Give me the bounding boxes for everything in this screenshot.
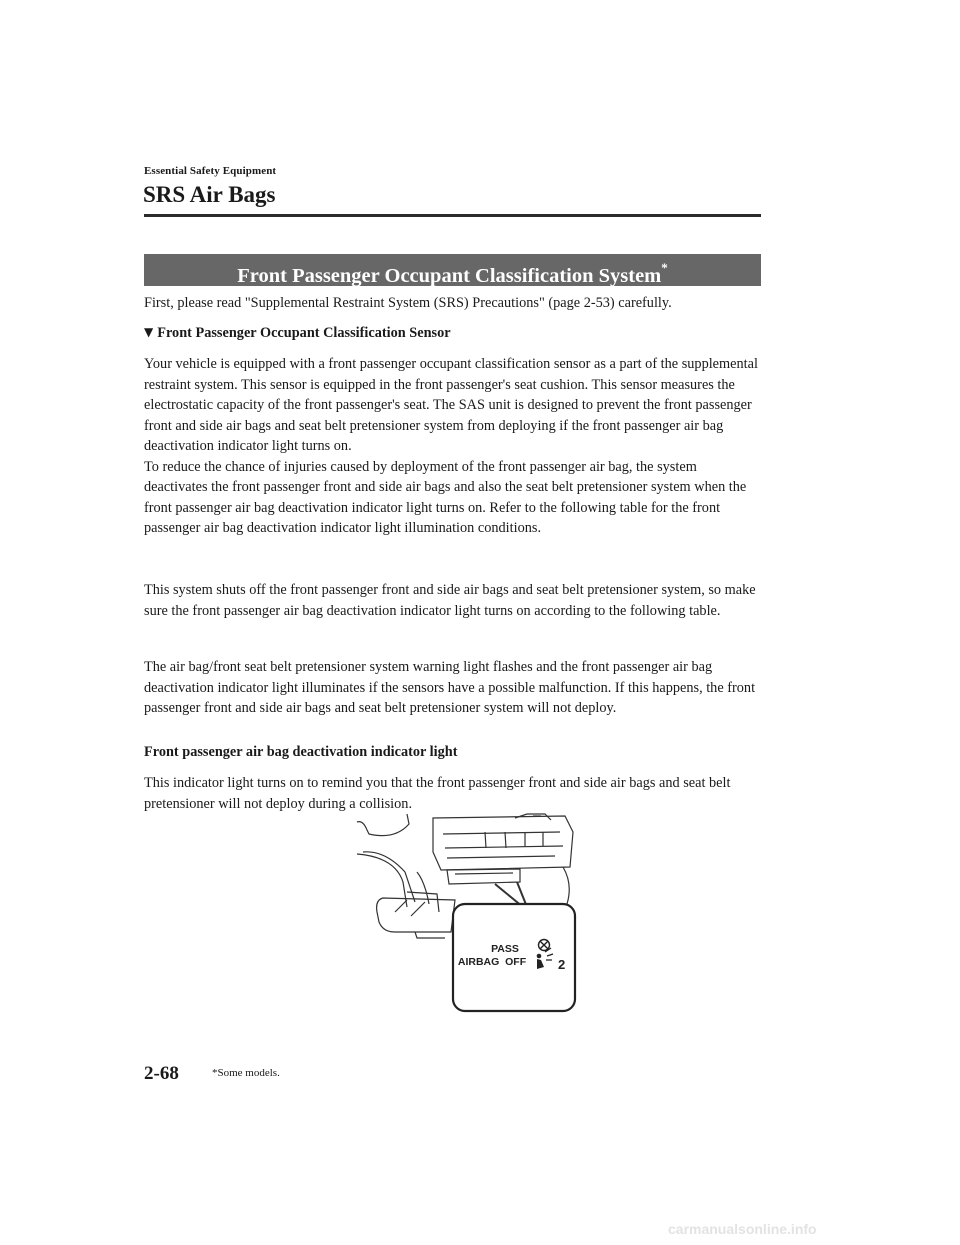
symbol-number: 2 bbox=[558, 957, 566, 972]
paragraph-1: Your vehicle is equipped with a front passenger occupant classification sensor as a part of the supplemental restraint system. This sensor is equipped in the front passenger's seat cushion. This sensor measures the electrostatic capacity of the front passenger's seat. The SAS unit is designed to prevent the front passenger front and side air bags and seat belt pretensioner system from deploying if the front passenger air bag deactivation indicator light turns on. bbox=[144, 356, 758, 454]
airbag-off-label: AIRBAG OFF bbox=[457, 956, 527, 968]
subheading-text: Front Passenger Occupant Classification Sensor bbox=[157, 325, 451, 341]
pass-label: PASS bbox=[491, 943, 519, 955]
indicator-light-illustration bbox=[355, 812, 580, 1017]
paragraph-4: The air bag/front seat belt pretensioner system warning light flashes and the front passenger air bag deactivation indicator light illuminates if the sensors have a possible malfunction. If this happens, the front passenger front and side air bags and seat belt pretensioner system will not deploy. bbox=[144, 659, 756, 716]
banner-title: Front Passenger Occupant Classification System bbox=[237, 264, 662, 287]
indicator-description: This indicator light turns on to remind you that the front passenger front and side air bags and seat belt pretensioner will not deploy during a collision. bbox=[144, 775, 731, 812]
paragraph-2: To reduce the chance of injuries caused by deployment of the front passenger air bag, the system deactivates the front passenger front and side air bags and also the seat belt pretensioner system when the front passenger air bag deactivation indicator light turns on. Refer to the following table for the front passenger air bag deactivation indicator light illumination conditions. bbox=[144, 458, 747, 536]
intro-text: First, please read "Supplemental Restraint System (SRS) Precautions" (page 2-53) carefully. bbox=[144, 295, 672, 311]
watermark: carmanualsonline.info bbox=[668, 1221, 817, 1237]
section-banner bbox=[144, 254, 761, 286]
subheading bbox=[144, 323, 762, 344]
page-number: 2-68 bbox=[144, 1063, 179, 1084]
banner-asterisk: * bbox=[661, 260, 668, 275]
section-kicker: Essential Safety Equipment bbox=[144, 165, 277, 177]
indicator-caption: Front passenger air bag deactivation indicator light bbox=[144, 744, 458, 760]
paragraph-3: This system shuts off the front passenger front and side air bags and seat belt pretensioner system, so make sure the front passenger air bag deactivation indicator light turns on according to the following table. bbox=[144, 582, 756, 619]
section-title: SRS Air Bags bbox=[143, 182, 276, 207]
body-paragraph bbox=[144, 354, 762, 539]
triangle-down-icon: ▼ bbox=[144, 325, 154, 339]
title-rule bbox=[144, 214, 761, 217]
footnote: *Some models. bbox=[212, 1067, 280, 1079]
